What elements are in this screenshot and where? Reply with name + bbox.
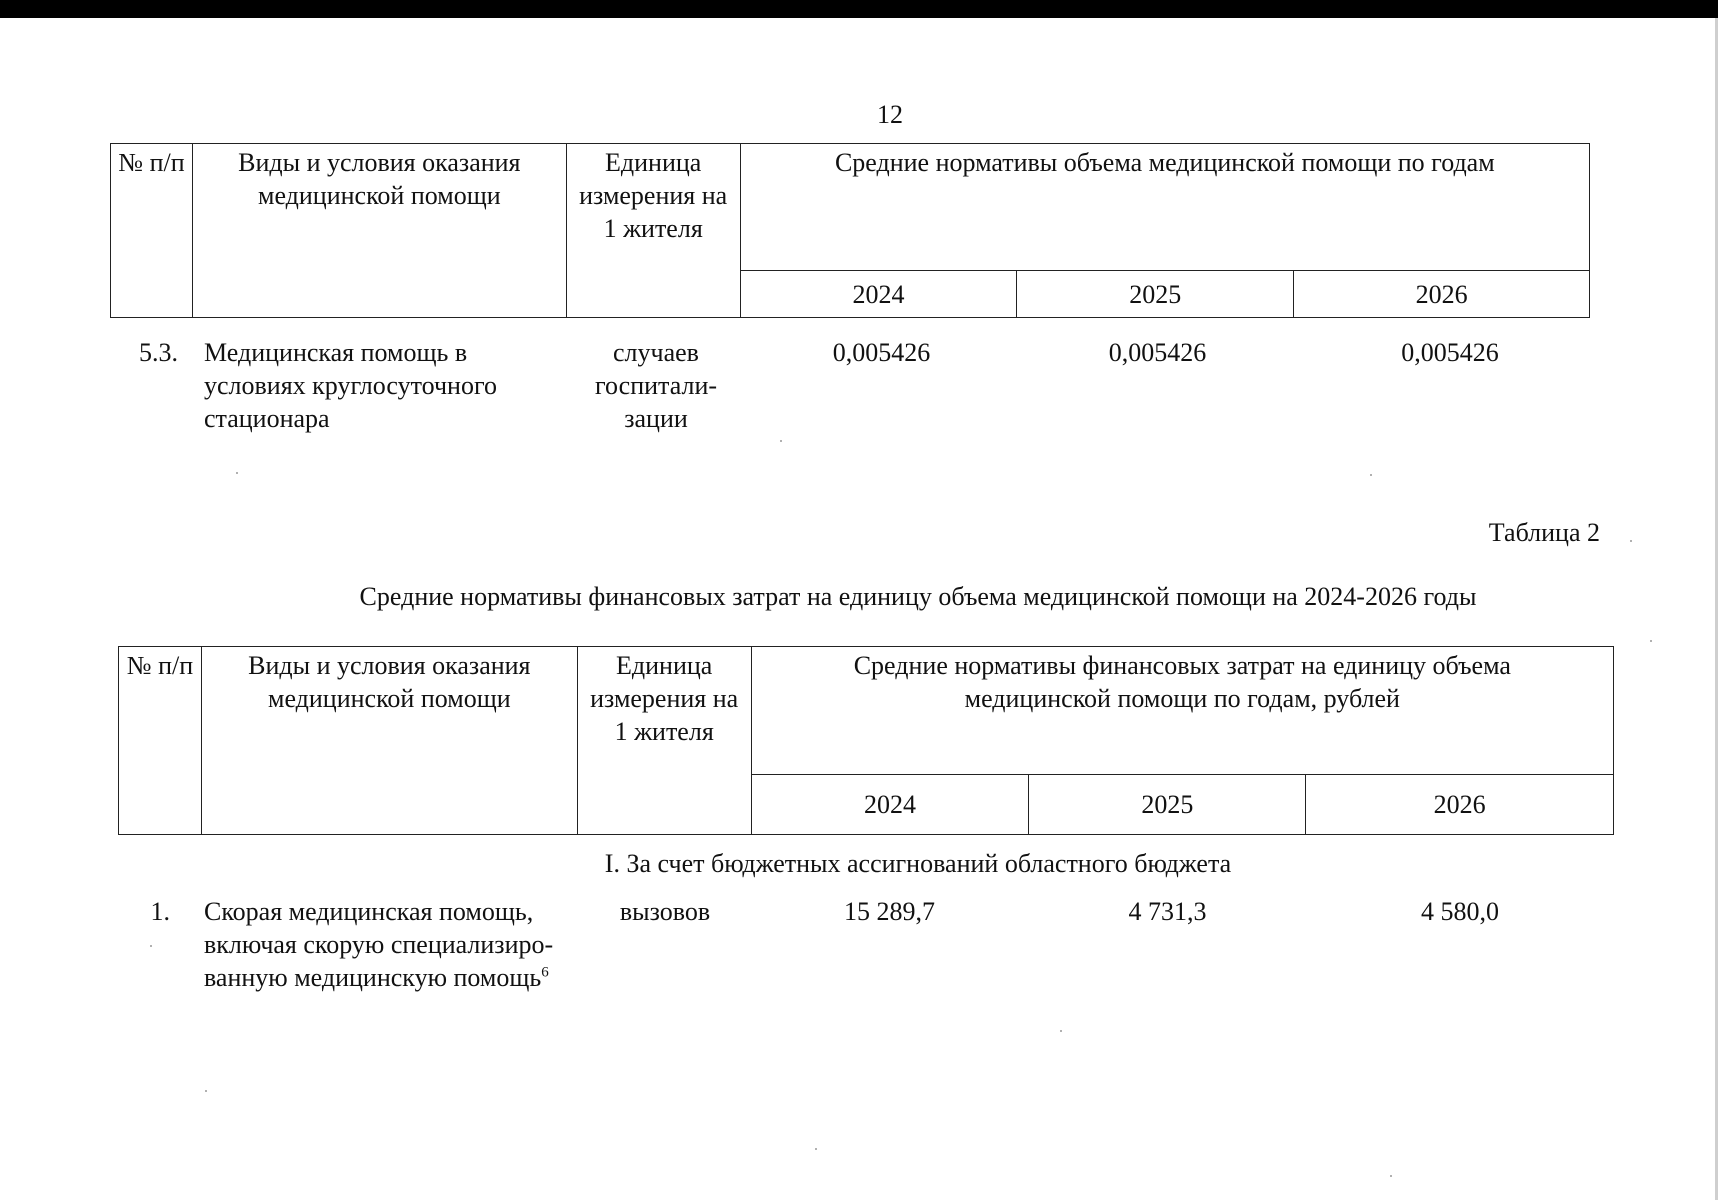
table1-year-2024: 2024 [740, 271, 1017, 318]
scan-top-border [0, 0, 1718, 18]
scan-speck [1390, 1175, 1392, 1177]
table1-year-2025: 2025 [1017, 271, 1294, 318]
table2-header-unit: Единица измерения на 1 жителя [577, 647, 751, 835]
table1-year-2026: 2026 [1294, 271, 1590, 318]
footnote-marker: 6 [541, 964, 549, 981]
scan-speck [1630, 540, 1632, 542]
scan-speck [780, 440, 782, 442]
scan-speck [236, 472, 238, 474]
table2-row-unit: вызовов [619, 897, 711, 926]
table1-header-num: № п/п [111, 144, 193, 318]
table1-header [110, 143, 1590, 318]
table2-year-2024: 2024 [751, 775, 1029, 835]
table1-value-2026: 0,005426 [1401, 338, 1499, 367]
table2-label: Таблица 2 [1488, 518, 1600, 547]
table2-header [118, 646, 1614, 835]
table2-row-type-text: Скорая медицинская помощь, включая скорую специализиро-ванную медицинскую помощь [204, 897, 554, 992]
scan-speck [1370, 474, 1372, 476]
scan-speck [150, 945, 152, 947]
table1-row-unit: случаев госпитали-зации [594, 338, 718, 433]
table1-header-unit: Единица измерения на 1 жителя [566, 144, 740, 318]
table1-row-type: Медицинская помощь в условиях круглосуточного стационара [204, 338, 497, 433]
table1-row-num: 5.3. [139, 338, 178, 367]
table2-value-2025: 4 731,3 [1128, 897, 1207, 926]
page-number: 12 [877, 100, 903, 129]
scan-speck [815, 1148, 817, 1150]
table2-year-2026: 2026 [1306, 775, 1614, 835]
table2-row-type [204, 895, 592, 994]
table2-year-2025: 2025 [1029, 775, 1306, 835]
scan-speck [205, 1090, 207, 1092]
table2-row-num: 1. [150, 897, 170, 926]
table2-header-type: Виды и условия оказания медицинской помощи [201, 647, 577, 835]
table2-value-2026: 4 580,0 [1421, 897, 1499, 926]
table2-header-num: № п/п [119, 647, 202, 835]
table2-value-2024: 15 289,7 [844, 897, 935, 926]
table1-value-2024: 0,005426 [832, 338, 931, 367]
scan-speck [1060, 1030, 1062, 1032]
scan-speck [1650, 640, 1652, 642]
table2-section-heading: I. За счет бюджетных ассигнований областного бюджета [604, 849, 1232, 878]
table1-header-group: Средние нормативы объема медицинской помощи по годам [740, 144, 1589, 271]
table1-value-2025: 0,005426 [1108, 338, 1207, 367]
table2-title: Средние нормативы финансовых затрат на единицу объема медицинской помощи на 2024-2026 годы [359, 582, 1477, 611]
table1-header-type: Виды и условия оказания медицинской помощи [192, 144, 566, 318]
table2-header-group: Средние нормативы финансовых затрат на единицу объема медицинской помощи по годам, рублей [751, 647, 1613, 775]
